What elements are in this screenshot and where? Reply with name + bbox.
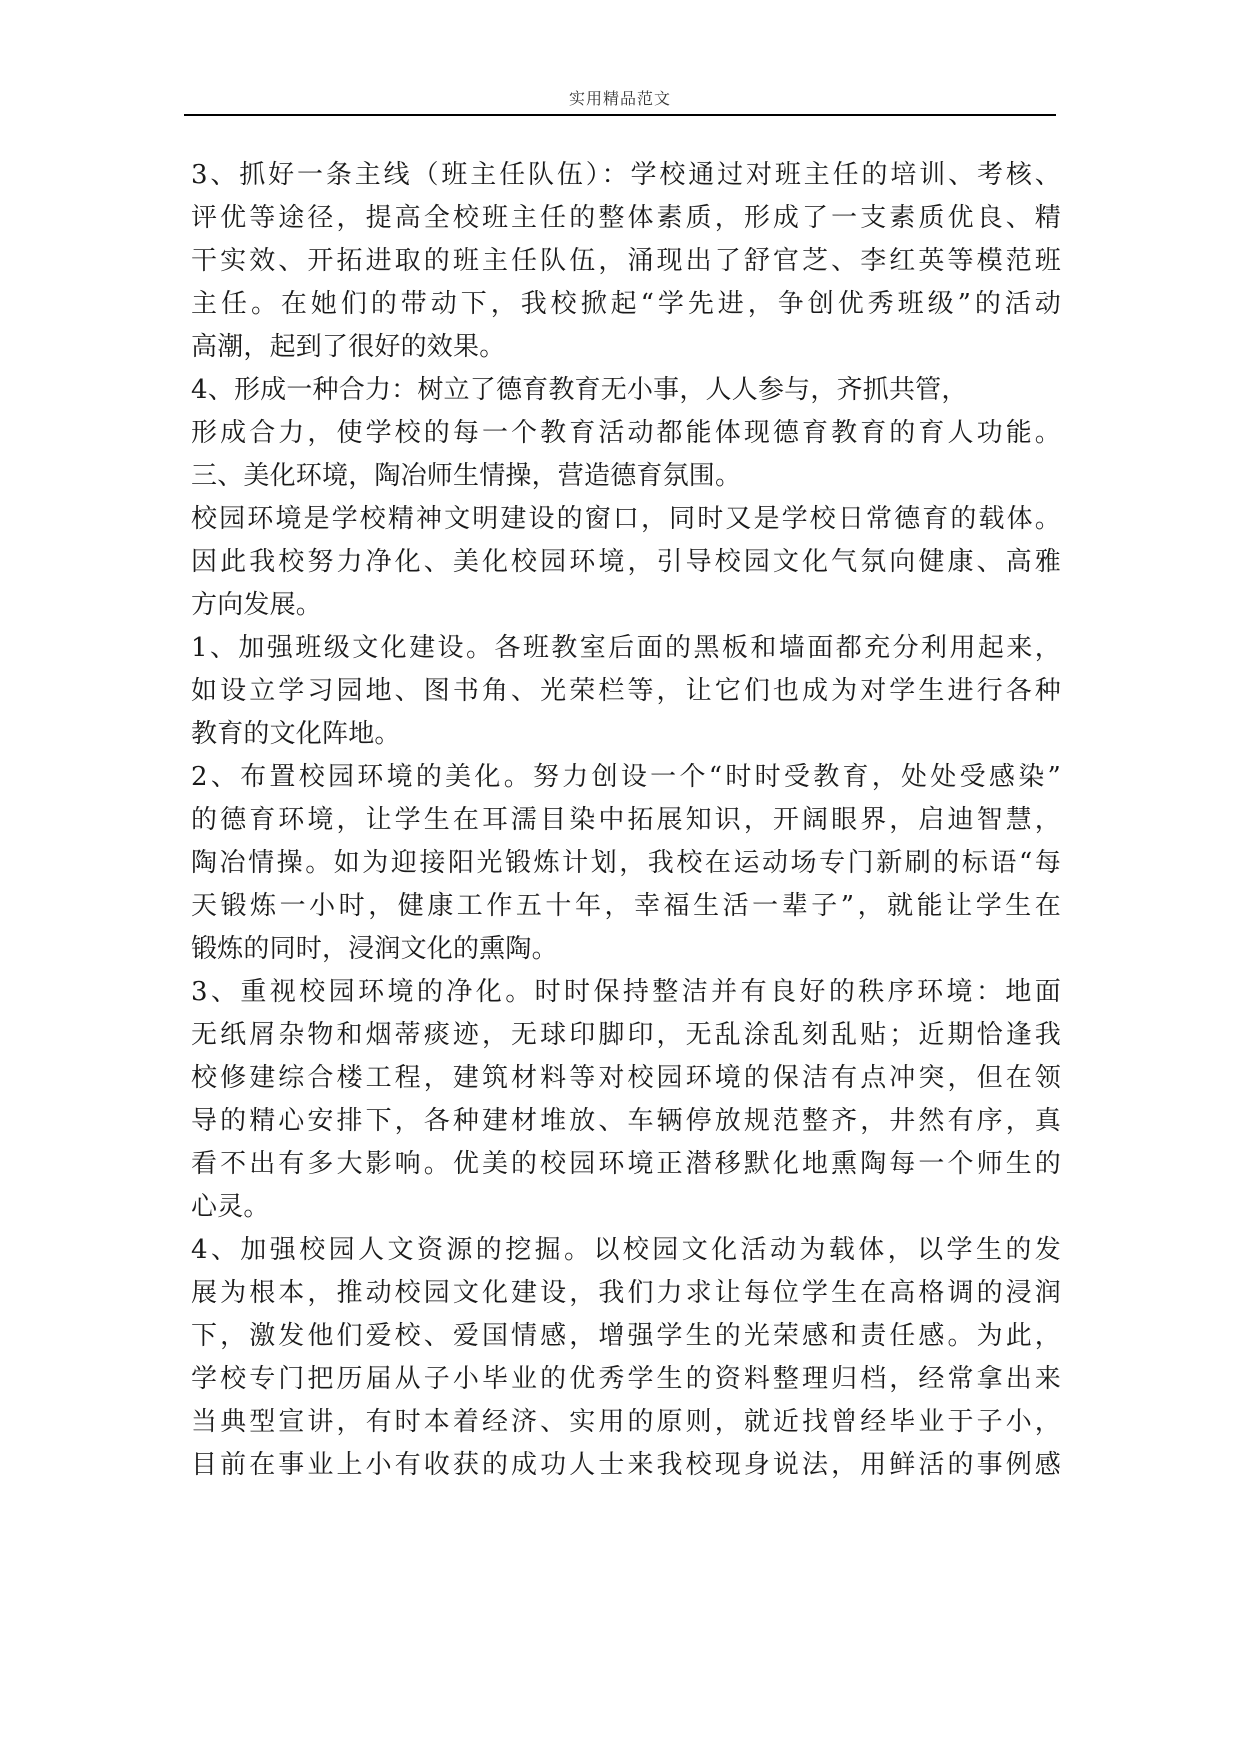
text-line: 心灵。	[191, 1192, 270, 1222]
text-line: 下，激发他们爱校、爱国情感，增强学生的光荣感和责任感。为此，	[191, 1321, 1061, 1351]
text-line: 方向发展。	[191, 590, 323, 620]
text-line: 如设立学习园地、图书角、光荣栏等，让它们也成为对学生进行各种	[191, 676, 1061, 706]
header-divider	[184, 114, 1056, 116]
text-line: 4、形成一种合力：树立了德育教育无小事，人人参与，齐抓共管，	[191, 375, 968, 405]
text-line: 形成合力，使学校的每一个教育活动都能体现德育教育的育人功能。	[191, 418, 1061, 448]
text-line: 三、美化环境，陶冶师生情操，营造德育氛围。	[191, 461, 742, 491]
text-line: 校园环境是学校精神文明建设的窗口，同时又是学校日常德育的载体。	[191, 504, 1061, 534]
text-line: 2、布置校园环境的美化。努力创设一个“时时受教育，处处受感染”	[191, 762, 1061, 792]
text-line: 天锻炼一小时，健康工作五十年，幸福生活一辈子”，就能让学生在	[191, 891, 1061, 921]
text-line: 看不出有多大影响。优美的校园环境正潜移默化地熏陶每一个师生的	[191, 1149, 1061, 1179]
text-line: 干实效、开拓进取的班主任队伍，涌现出了舒官芝、李红英等模范班	[191, 246, 1061, 276]
text-line: 1、加强班级文化建设。各班教室后面的黑板和墙面都充分利用起来，	[191, 633, 1061, 663]
document-body	[191, 154, 1061, 1487]
text-line: 导的精心安排下，各种建材堆放、车辆停放规范整齐，井然有序，真	[191, 1106, 1061, 1136]
text-line: 4、加强校园人文资源的挖掘。以校园文化活动为载体，以学生的发	[191, 1235, 1061, 1265]
page-header-title: 实用精品范文	[568, 89, 671, 108]
text-line: 无纸屑杂物和烟蒂痰迹，无球印脚印，无乱涂乱刻乱贴；近期恰逢我	[191, 1020, 1061, 1050]
text-line: 主任。在她们的带动下，我校掀起“学先进，争创优秀班级”的活动	[191, 289, 1061, 319]
text-line: 陶冶情操。如为迎接阳光锻炼计划，我校在运动场专门新刷的标语“每	[191, 848, 1061, 878]
text-line: 学校专门把历届从子小毕业的优秀学生的资料整理归档，经常拿出来	[191, 1364, 1061, 1394]
text-line: 评优等途径，提高全校班主任的整体素质，形成了一支素质优良、精	[191, 203, 1061, 233]
text-line: 目前在事业上小有收获的成功人士来我校现身说法，用鲜活的事例感	[191, 1450, 1061, 1480]
text-line: 当典型宣讲，有时本着经济、实用的原则，就近找曾经毕业于子小，	[191, 1407, 1061, 1437]
text-line: 3、抓好一条主线（班主任队伍）：学校通过对班主任的培训、考核、	[191, 160, 1061, 190]
text-line: 3、重视校园环境的净化。时时保持整洁并有良好的秩序环境：地面	[191, 977, 1061, 1007]
text-line: 高潮，起到了很好的效果。	[191, 332, 506, 362]
text-line: 展为根本，推动校园文化建设，我们力求让每位学生在高格调的浸润	[191, 1278, 1061, 1308]
text-line: 的德育环境，让学生在耳濡目染中拓展知识，开阔眼界，启迪智慧，	[191, 805, 1061, 835]
text-line: 锻炼的同时，浸润文化的熏陶。	[191, 934, 558, 964]
text-line: 校修建综合楼工程，建筑材料等对校园环境的保洁有点冲突，但在领	[191, 1063, 1061, 1093]
text-line: 因此我校努力净化、美化校园环境，引导校园文化气氛向健康、高雅	[191, 547, 1061, 577]
text-line: 教育的文化阵地。	[191, 719, 401, 749]
